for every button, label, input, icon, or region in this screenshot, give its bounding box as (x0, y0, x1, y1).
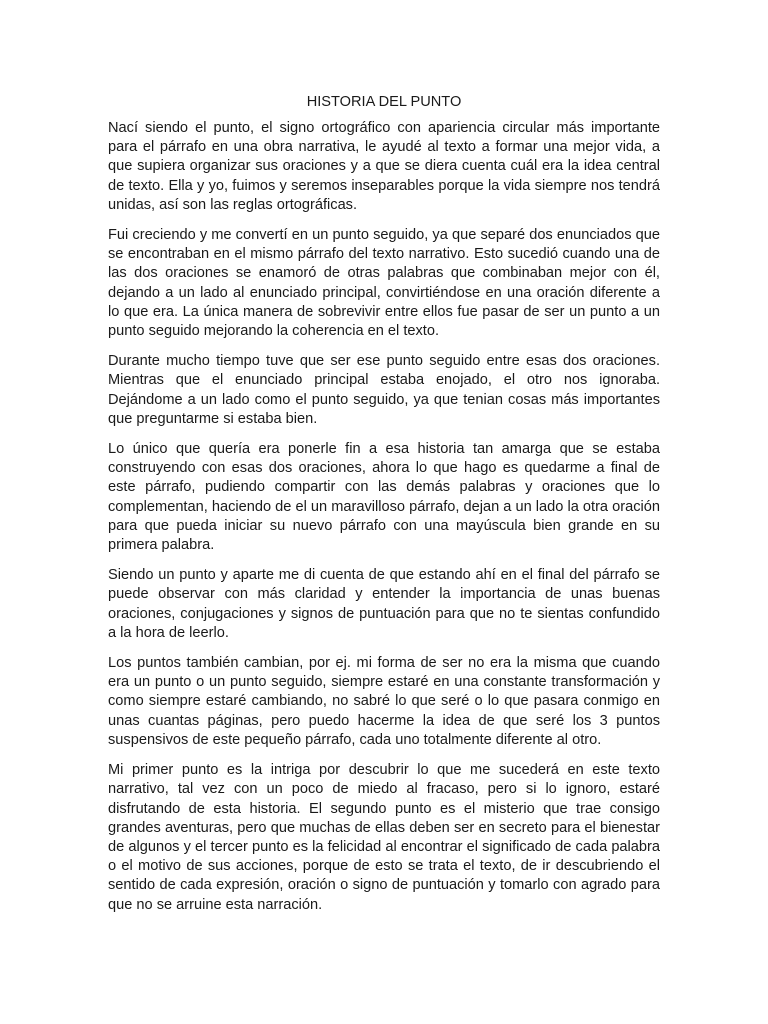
paragraph-2: Fui creciendo y me convertí en un punto seguido, ya que separé dos enunciados que se encontraban en el mismo párrafo del texto narrativo. Esto sucedió cuando una de las dos oraciones se enamoró de otras palabras que combinaban mejor con él, dejando a un lado al enunciado principal, convirtiéndose en una oración diferente a lo que era. La única manera de sobrevivir entre ellos fue pasar de ser un punto a un punto seguido mejorando la coherencia en el texto. (108, 227, 660, 340)
paragraph-6: Los puntos también cambian, por ej. mi forma de ser no era la misma que cuando era un punto o un punto seguido, siempre estaré en una constante transformación y como siempre estaré cambiando, no sabré lo que seré o lo que pasara conmigo en unas cuantas páginas, pero puedo hacerme la idea de que seré los 3 puntos suspensivos de este pequeño párrafo, cada uno totalmente diferente al otro. (108, 655, 660, 748)
document-page (108, 93, 660, 926)
paragraph-7: Mi primer punto es la intriga por descubrir lo que me sucederá en este texto narrativo, tal vez con un poco de miedo al fracaso, pero si lo ignoro, estaré disfrutando de esta historia. El segundo punto es el misterio que trae consigo grandes aventuras, pero que muchas de ellas deben ser en secreto para el bienestar de algunos y el tercer punto es la felicidad al encontrar el significado de cada palabra o el motivo de sus acciones, porque de esto se trata el texto, de ir descubriendo el sentido de cada expresión, oración o signo de puntuación y tomarlo con agrado para que no se arruine esta narración. (108, 762, 660, 913)
paragraph-1: Nací siendo el punto, el signo ortográfico con apariencia circular más importante para el párrafo en una obra narrativa, le ayudé al texto a formar una mejor vida, a que supiera organizar sus oraciones y a que se diera cuenta cuál era la idea central de texto. Ella y yo, fuimos y seremos inseparables porque la vida siempre nos tendrá unidas, así son las reglas ortográficas. (108, 120, 660, 213)
paragraph-4: Lo único que quería era ponerle fin a esa historia tan amarga que se estaba construyendo con esas dos oraciones, ahora lo que hago es quedarme a final de este párrafo, pudiendo compartir con las demás palabras y oraciones que lo complementan, haciendo de el un maravilloso párrafo, dejan a un lado la otra oración para que pueda iniciar su nuevo párrafo con una mayúscula bien grande en su primera palabra. (108, 441, 660, 554)
paragraph-3: Durante mucho tiempo tuve que ser ese punto seguido entre esas dos oraciones. Mientras que el enunciado principal estaba enojado, el otro nos ignoraba. Dejándome a un lado como el punto seguido, ya que tenian cosas más importantes que preguntarme si estaba bien. (108, 353, 660, 427)
document-title: HISTORIA DEL PUNTO (306, 94, 462, 110)
paragraph-5: Siendo un punto y aparte me di cuenta de que estando ahí en el final del párrafo se puede observar con más claridad y entender la importancia de unas buenas oraciones, conjugaciones y signos de puntuación para que no te sientas confundido a la hora de leerlo. (108, 567, 660, 641)
